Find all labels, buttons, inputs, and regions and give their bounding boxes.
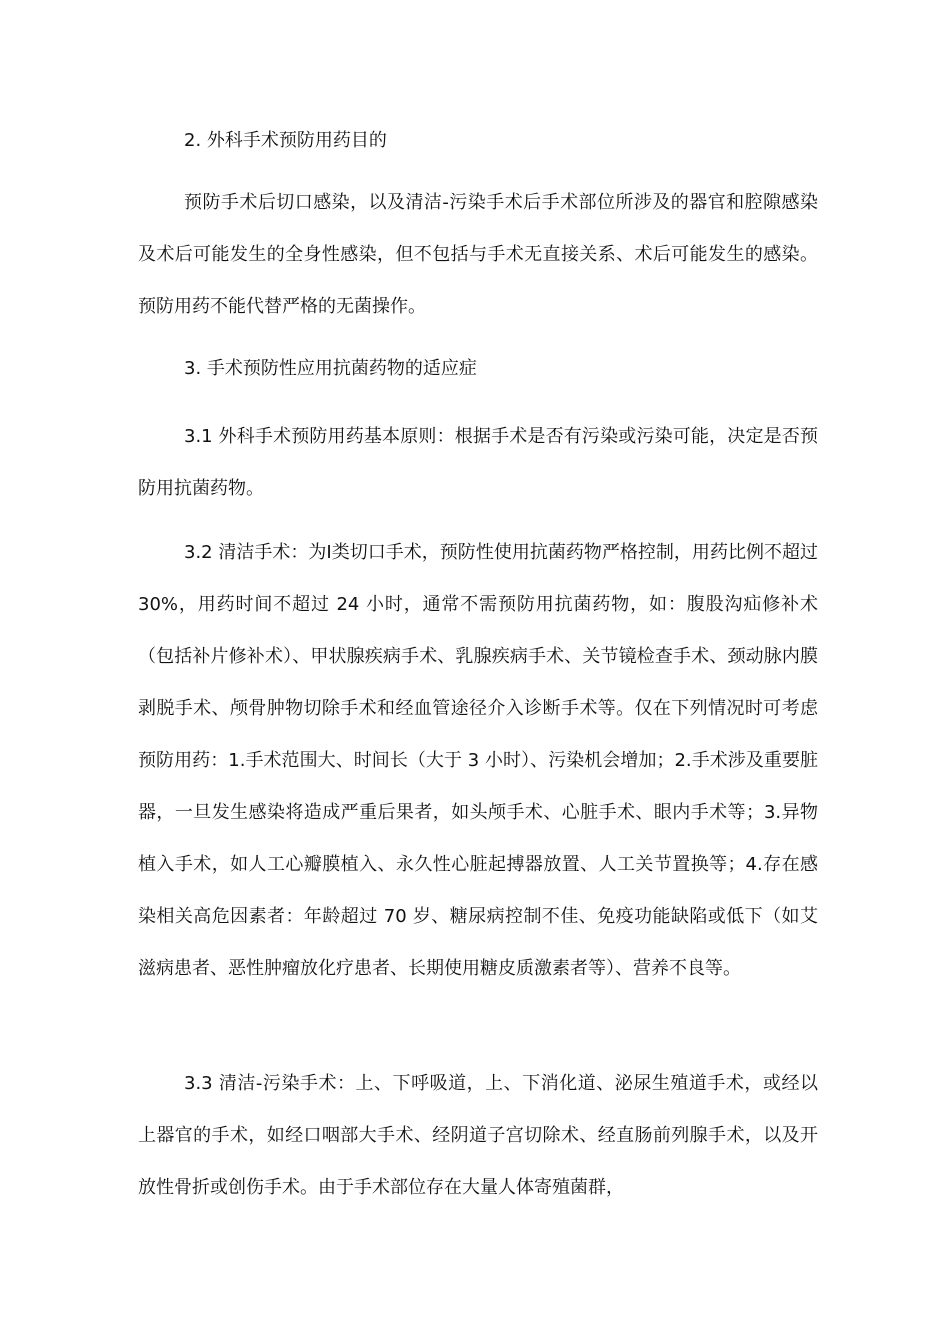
section-2-heading: 2. 外科手术预防用药目的 [184, 130, 387, 151]
section-3-2-paragraph: 3.2 清洁手术：为Ⅰ类切口手术，预防性使用抗菌药物严格控制，用药比例不超过 30%，用药时间不超过 24 小时，通常不需预防用抗菌药物，如：腹股沟疝修补术（包括补片修补术）、甲状腺疾病手术、乳腺疾病手术、关节镜检查手术、颈动脉内膜剥脱手术、颅骨肿物切除手术和经血管途径介入诊断手术等。仅在下列情况时可考虑预防用药：1.手术范围大、时间长（大于 3 小时）、污染机会增加；2.手术涉及重要脏器，一旦发生感染将造成严重后果者，如头颅手术、心脏手术、眼内手术等；3.异物植入手术，如人工心瓣膜植入、永久性心脏起搏器放置、人工关节置换等；4.存在感染相关高危因素者：年龄超过 70 岁、糖尿病控制不佳、免疫功能缺陷或低下（如艾滋病患者、恶性肿瘤放化疗患者、长期使用糖皮质激素者等）、营养不良等。 [138, 542, 818, 979]
section-3-heading: 3. 手术预防性应用抗菌药物的适应症 [184, 358, 477, 379]
section-2-paragraph: 预防手术后切口感染，以及清洁-污染手术后手术部位所涉及的器官和腔隙感染及术后可能发生的全身性感染，但不包括与手术无直接关系、术后可能发生的感染。预防用药不能代替严格的无菌操作。 [138, 192, 818, 317]
section-3-3-paragraph: 3.3 清洁-污染手术：上、下呼吸道，上、下消化道、泌尿生殖道手术，或经以上器官的手术，如经口咽部大手术、经阴道子宫切除术、经直肠前列腺手术，以及开放性骨折或创伤手术。由于手术部位存在大量人体寄殖菌群， [138, 1073, 818, 1198]
section-3-1-paragraph: 3.1 外科手术预防用药基本原则：根据手术是否有污染或污染可能，决定是否预防用抗菌药物。 [138, 426, 818, 499]
